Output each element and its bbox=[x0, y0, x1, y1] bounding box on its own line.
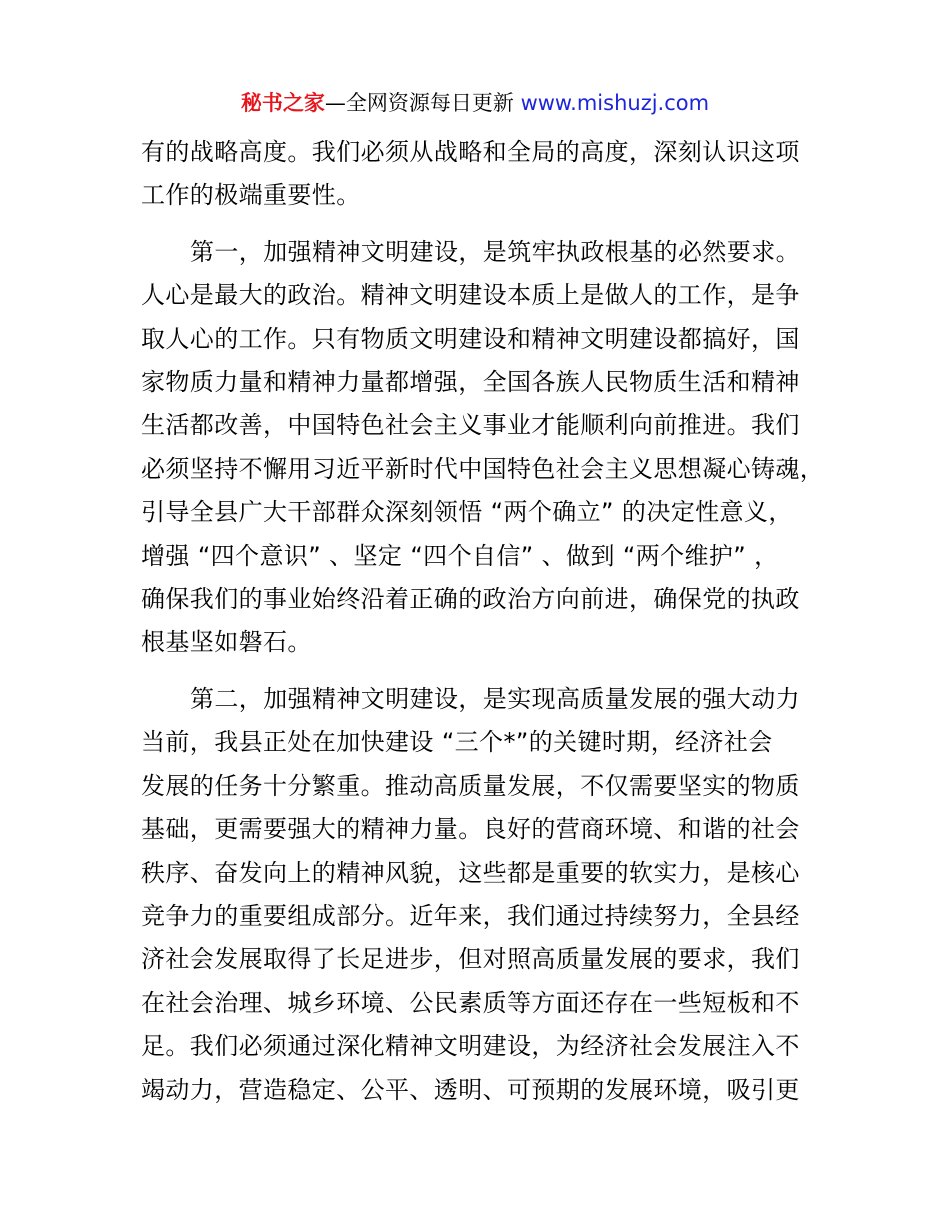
text-line: 第一，加强精神文明建设，是筑牢执政根基的必然要求。 bbox=[190, 237, 800, 266]
text-line: 济社会发展取得了长足进步，但对照高质量发展的要求，我们 bbox=[141, 945, 800, 974]
text-line: 增强 “四个意识” 、坚定 “四个自信” 、做到 “两个维护” ， bbox=[141, 541, 779, 570]
text-line: 当前，我县正处在加快建设 “三个*”的关键时期，经济社会 bbox=[141, 728, 773, 757]
text-line: 引导全县广大干部群众深刻领悟 “两个确立” 的决定性意义， bbox=[141, 498, 793, 527]
text-line: 人心是最大的政治。精神文明建设本质上是做人的工作，是争 bbox=[141, 281, 800, 310]
text-line: 根基坚如磐石。 bbox=[141, 628, 312, 657]
text-line: 工作的极端重要性。 bbox=[141, 181, 361, 210]
paragraph-second-point bbox=[141, 678, 813, 1112]
text-line: 在社会治理、城乡环境、公民素质等方面还存在一些短板和不 bbox=[141, 988, 800, 1017]
text-line: 发展的任务十分繁重。推动高质量发展，不仅需要坚实的物质 bbox=[141, 771, 800, 800]
website-url[interactable]: www.mishuzj.com bbox=[520, 91, 710, 115]
brand-name: 秘书之家 bbox=[240, 91, 325, 115]
text-line: 竞争力的重要组成部分。近年来，我们通过持续努力，全县经 bbox=[141, 901, 800, 930]
paragraph-continuation bbox=[141, 131, 813, 218]
text-line: 基础，更需要强大的精神力量。良好的营商环境、和谐的社会 bbox=[141, 815, 800, 844]
document-body bbox=[141, 131, 825, 1112]
text-line: 确保我们的事业始终沿着正确的政治方向前进，确保党的执政 bbox=[141, 585, 800, 614]
text-line: 秩序、奋发向上的精神风貌，这些都是重要的软实力，是核心 bbox=[141, 858, 800, 887]
text-line: 生活都改善，中国特色社会主义事业才能顺利向前推进。我们 bbox=[141, 411, 800, 440]
text-line: 第二，加强精神文明建设，是实现高质量发展的强大动力 bbox=[190, 684, 800, 713]
text-line: 家物质力量和精神力量都增强，全国各族人民物质生活和精神 bbox=[141, 368, 800, 397]
text-line: 竭动力，营造稳定、公平、透明、可预期的发展环境，吸引更 bbox=[141, 1075, 800, 1104]
paragraph-first-point bbox=[141, 231, 825, 665]
text-line: 足。我们必须通过深化精神文明建设，为经济社会发展注入不 bbox=[141, 1032, 800, 1061]
text-line: 有的战略高度。我们必须从战略和全局的高度，深刻认识这项 bbox=[141, 138, 800, 166]
page-header bbox=[0, 88, 950, 118]
text-line: 取人心的工作。只有物质文明建设和精神文明建设都搞好，国 bbox=[141, 324, 800, 353]
text-line: 必须坚持不懈用习近平新时代中国特色社会主义思想凝心铸魂， bbox=[141, 454, 825, 483]
header-tagline: —全网资源每日更新 bbox=[324, 91, 514, 115]
